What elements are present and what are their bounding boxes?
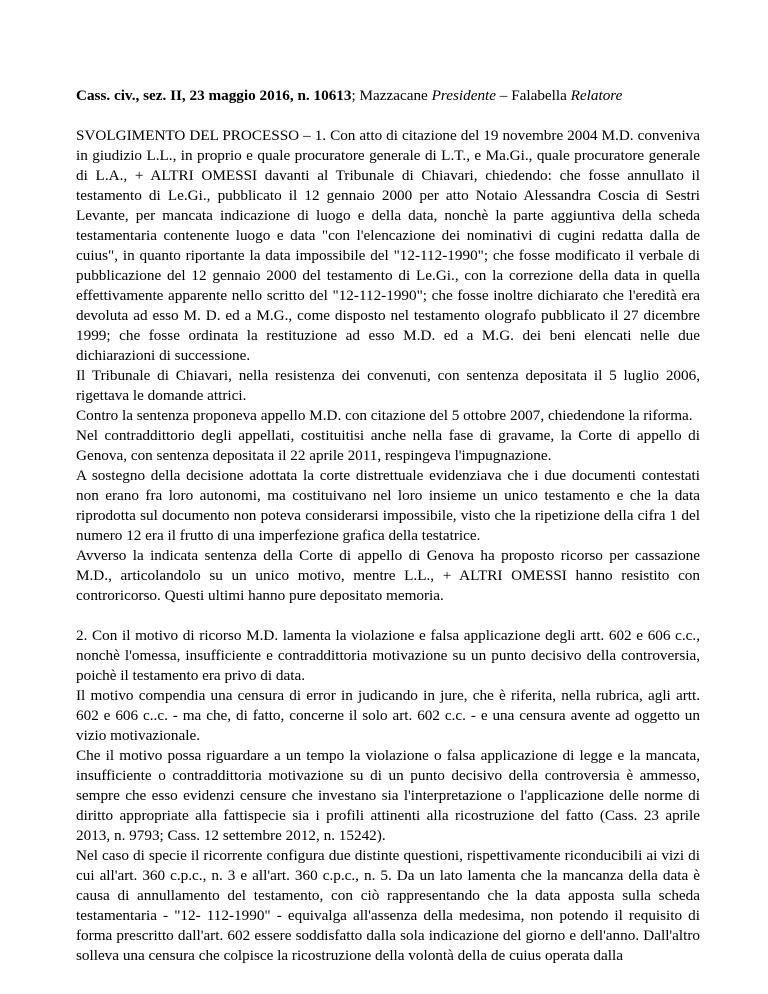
paragraph: Contro la sentenza proponeva appello M.D. con citazione del 5 ottobre 2007, chiedendone la riforma. — [76, 407, 693, 424]
case-heading — [76, 86, 700, 106]
paragraph: Avverso la indicata sentenza della Corte di appello di Genova ha proposto ricorso per cassazione M.D., articolandolo su un unico motivo, mentre L.L., + ALTRI OMESSI hanno resistito con controricorso. Questi ultimi hanno pure depositato memoria. — [76, 547, 700, 604]
section-1 — [76, 126, 700, 606]
paragraph: Nel contraddittorio degli appellati, costituitisi anche nella fase di gravame, la Corte di appello di Genova, con sentenza depositata il 22 aprile 2011, respingeva l'impugnazione. — [76, 427, 700, 464]
paragraph: A sostegno della decisione adottata la corte distrettuale evidenziava che i due documenti contestati non erano fra loro autonomi, ma costituivano nel loro insieme un unico testamento e che la data riprodotta sul documento non poteva considerarsi impossibile, visto che la ripetizione della cifra 1 del numero 12 era il frutto di una imperfezione grafica della testatrice. — [76, 467, 700, 544]
section-spacer — [76, 606, 700, 626]
paragraph: 2. Con il motivo di ricorso M.D. lamenta la violazione e falsa applicazione degli artt. 602 e 606 c.c., nonchè l'omessa, insufficiente e contraddittoria motivazione su un punto decisivo della controversia, poichè il testamento era privo di data. — [76, 627, 700, 684]
paragraph: Nel caso di specie il ricorrente configura due distinte questioni, rispettivamente riconducibili ai vizi di cui all'art. 360 c.p.c., n. 3 e all'art. 360 c.p.c., n. 5. Da un lato lamenta che la mancanza della data è causa di annullamento del testamento, con ciò rappresentando che la data apposta sulla scheda testamentaria - "12- 112-1990" - equivalga all'assenza della medesima, non potendo il requisito di forma prescritto dall'art. 602 essere soddisfatto dalla sola indicazione del giorno e dell'anno. Dall'altro solleva una censura che colpisce la ricostruzione della volontà della de cuius operata dalla — [76, 847, 700, 964]
relatore-name: – Falabella — [496, 87, 571, 104]
president-label: Presidente — [431, 87, 496, 104]
president-name: ; Mazzacane — [351, 87, 432, 104]
paragraph: Che il motivo possa riguardare a un tempo la violazione o falsa applicazione di legge e la mancata, insufficiente o contraddittoria motivazione su di un punto decisivo della controversia è ammesso, sempre che esso evidenzi censure che investano sia l'interpretazione o l'applicazione delle norme di diritto appropriate alla fattispecie sia i profili attinenti alla ricostruzione del fatto (Cass. 23 aprile 2013, n. 9793; Cass. 12 settembre 2012, n. 15242). — [76, 747, 700, 844]
section-2 — [76, 626, 700, 966]
relatore-label: Relatore — [570, 87, 623, 104]
paragraph: Il motivo compendia una censura di error in judicando in jure, che è riferita, nella rubrica, agli artt. 602 e 606 c..c. - ma che, di fatto, concerne il solo art. 602 c.c. - e una censura avente ad oggetto un vizio motivazionale. — [76, 687, 700, 744]
paragraph: SVOLGIMENTO DEL PROCESSO – 1. Con atto di citazione del 19 novembre 2004 M.D. conveniva in giudizio L.L., in proprio e quale procuratore generale di L.T., e Ma.Gi., quale procuratore generale di L.A., + ALTRI OMESSI davanti al Tribunale di Chiavari, chiedendo: che fosse annullato il testamento di Le.Gi., pubblicato il 12 gennaio 2000 per atto Notaio Alessandra Coscia di Sestri Levante, per mancata indicazione di luogo e della data, nonchè la parte aggiuntiva della scheda testamentaria contenente luogo e data "con l'elencazione dei nominativi di cugini redatta dalla de cuius", in quanto riportante la data impossibile del "12-112-1990"; che fosse modificato il verbale di pubblicazione del 12 gennaio 2000 del testamento di Le.Gi., con la correzione della data in quella effettivamente apparente nello scritto del "12-112-1990"; che fosse inoltre dichiarato che l'eredità era devoluta ad esso M. D. ed a M.G., come disposto nel testamento olografo pubblicato il 27 dicembre 1999; che fosse ordinata la restituzione ad esso M.D. ed a M.G. dei beni elencati nelle due dichiarazioni di successione. — [76, 127, 700, 364]
paragraph: Il Tribunale di Chiavari, nella resistenza dei convenuti, con sentenza depositata il 5 luglio 2006, rigettava le domande attrici. — [76, 367, 700, 404]
case-citation: Cass. civ., sez. II, 23 maggio 2016, n. 10613 — [76, 87, 352, 104]
